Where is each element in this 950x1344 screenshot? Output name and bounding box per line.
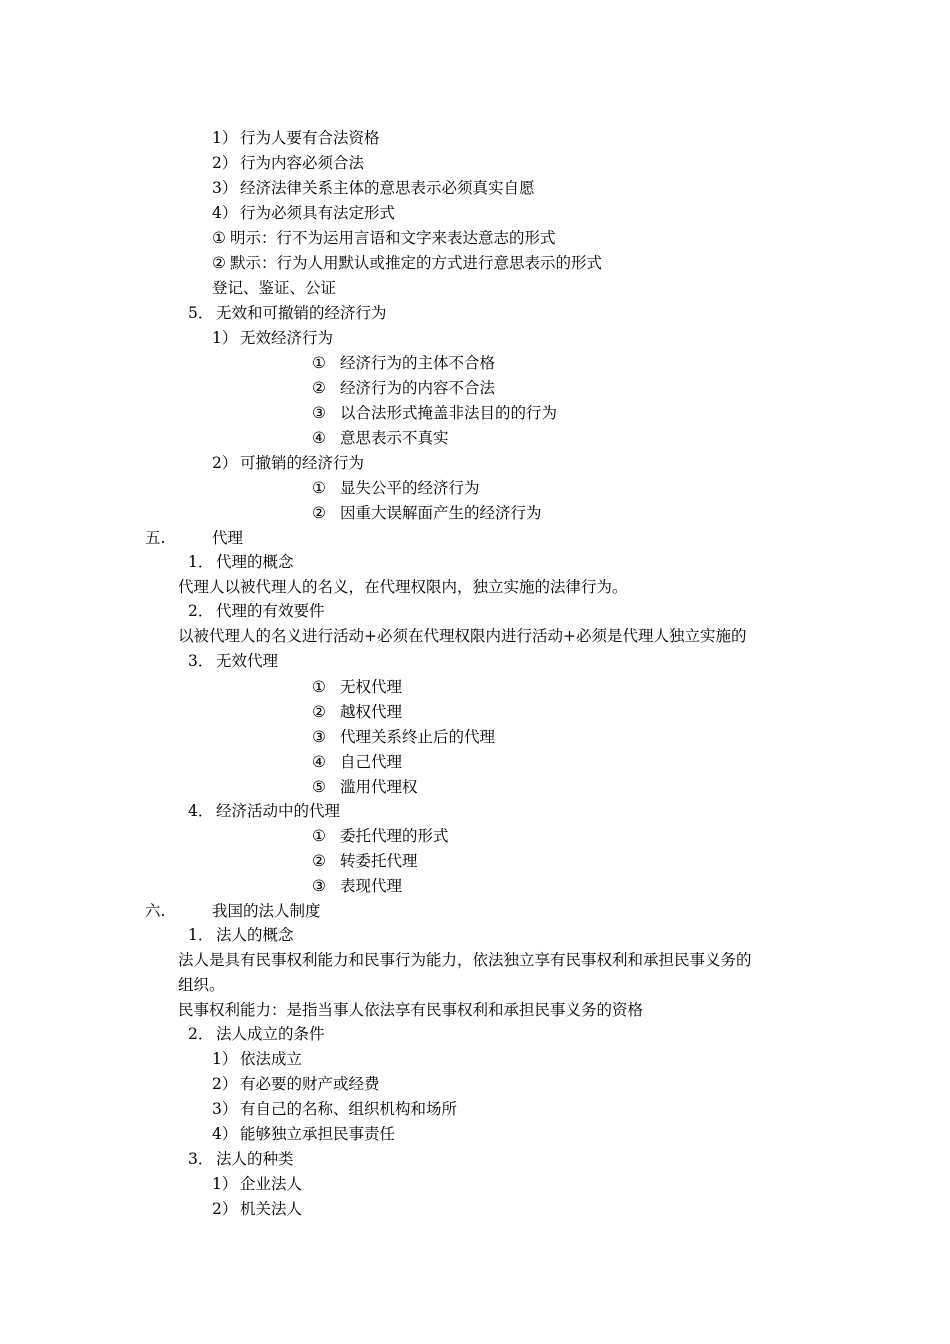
line-text: 我国的法人制度 — [212, 902, 321, 920]
list-marker: 3） — [212, 1100, 238, 1118]
list-marker: ③ — [312, 404, 326, 422]
line-text: 以被代理人的名义进行活动+必须在代理权限内进行活动+必须是代理人独立实施的 — [178, 627, 747, 645]
line-text: 法人是具有民事权利能力和民事行为能力，依法独立享有民事权利和承担民事义务的 — [178, 951, 752, 969]
list-marker: ① — [312, 827, 326, 845]
list-marker: 3． — [188, 652, 214, 670]
line-text: 能够独立承担民事责任 — [240, 1125, 396, 1143]
list-marker: ③ — [312, 877, 326, 895]
list-marker: 2） — [212, 1075, 238, 1093]
line-text: 代理的有效要件 — [216, 602, 325, 620]
list-marker: 2． — [188, 602, 214, 620]
line-text: 行为人要有合法资格 — [240, 129, 380, 147]
line-text: 法人的概念 — [216, 926, 294, 944]
list-marker: ① — [312, 678, 326, 696]
list-marker: 2） — [212, 454, 238, 472]
line-text: 企业法人 — [240, 1175, 303, 1193]
line-text: 显失公平的经济行为 — [340, 479, 480, 497]
list-marker: 4） — [212, 1125, 238, 1143]
line-text: 委托代理的形式 — [340, 827, 449, 845]
line-text: 有自己的名称、组织机构和场所 — [240, 1100, 458, 1118]
line-text: 越权代理 — [340, 703, 403, 721]
list-marker: ② — [312, 703, 326, 721]
line-text: 自己代理 — [340, 753, 403, 771]
line-text: 登记、鉴证、公证 — [212, 279, 337, 297]
list-marker: 1） — [212, 1175, 238, 1193]
list-marker: ② — [312, 379, 326, 397]
line-text: 经济行为的内容不合法 — [340, 379, 496, 397]
line-text: 有必要的财产或经费 — [240, 1075, 380, 1093]
line-text: 代理的概念 — [216, 553, 294, 571]
line-text: 表现代理 — [340, 877, 403, 895]
line-text: 代理人以被代理人的名义，在代理权限内，独立实施的法律行为。 — [178, 578, 628, 596]
list-marker: 2） — [212, 154, 238, 172]
line-text: 意思表示不真实 — [340, 429, 449, 447]
list-marker: ② — [312, 504, 326, 522]
line-text: 转委托代理 — [340, 852, 418, 870]
line-text: 法人成立的条件 — [216, 1025, 325, 1043]
list-marker: 1） — [212, 329, 238, 347]
line-text: 行为内容必须合法 — [240, 154, 365, 172]
list-marker: 4． — [188, 802, 214, 820]
list-marker: ① — [212, 229, 226, 247]
list-marker: ⑤ — [312, 778, 326, 796]
line-text: 组织。 — [178, 976, 225, 994]
line-text: 无效代理 — [216, 652, 279, 670]
list-marker: 3． — [188, 1150, 214, 1168]
list-marker: 1． — [188, 553, 214, 571]
list-marker: ② — [312, 852, 326, 870]
line-text: 无效经济行为 — [240, 329, 334, 347]
list-marker: ④ — [312, 429, 326, 447]
line-text: 民事权利能力：是指当事人依法享有民事权利和承担民事义务的资格 — [178, 1001, 644, 1019]
list-marker: 1． — [188, 926, 214, 944]
line-text: 代理 — [212, 529, 244, 547]
line-text: 滥用代理权 — [340, 778, 418, 796]
line-text: 经济行为的主体不合格 — [340, 354, 496, 372]
list-marker: 2． — [188, 1025, 214, 1043]
list-marker: ④ — [312, 753, 326, 771]
list-marker: 4） — [212, 204, 238, 222]
line-text: 可撤销的经济行为 — [240, 454, 365, 472]
line-text: 因重大误解面产生的经济行为 — [340, 504, 542, 522]
line-text: 法人的种类 — [216, 1150, 294, 1168]
list-marker: 1） — [212, 129, 238, 147]
line-text: 机关法人 — [240, 1200, 303, 1218]
list-marker: 六. — [145, 902, 166, 920]
list-marker: 5． — [188, 304, 214, 322]
line-text: 无效和可撤销的经济行为 — [216, 304, 387, 322]
line-text: 默示：行为人用默认或推定的方式进行意思表示的形式 — [230, 254, 603, 272]
line-text: 经济法律关系主体的意思表示必须真实自愿 — [240, 179, 535, 197]
list-marker: 2） — [212, 1200, 238, 1218]
list-marker: 3） — [212, 179, 238, 197]
list-marker: ② — [212, 254, 226, 272]
line-text: 无权代理 — [340, 678, 403, 696]
line-text: 以合法形式掩盖非法目的的行为 — [340, 404, 558, 422]
line-text: 经济活动中的代理 — [216, 802, 341, 820]
list-marker: ① — [312, 354, 326, 372]
line-text: 行为必须具有法定形式 — [240, 204, 396, 222]
line-text: 依法成立 — [240, 1050, 303, 1068]
list-marker: 1） — [212, 1050, 238, 1068]
line-text: 明示：行不为运用言语和文字来表达意志的形式 — [230, 229, 556, 247]
line-text: 代理关系终止后的代理 — [340, 728, 496, 746]
list-marker: 五. — [145, 529, 166, 547]
list-marker: ③ — [312, 728, 326, 746]
list-marker: ① — [312, 479, 326, 497]
